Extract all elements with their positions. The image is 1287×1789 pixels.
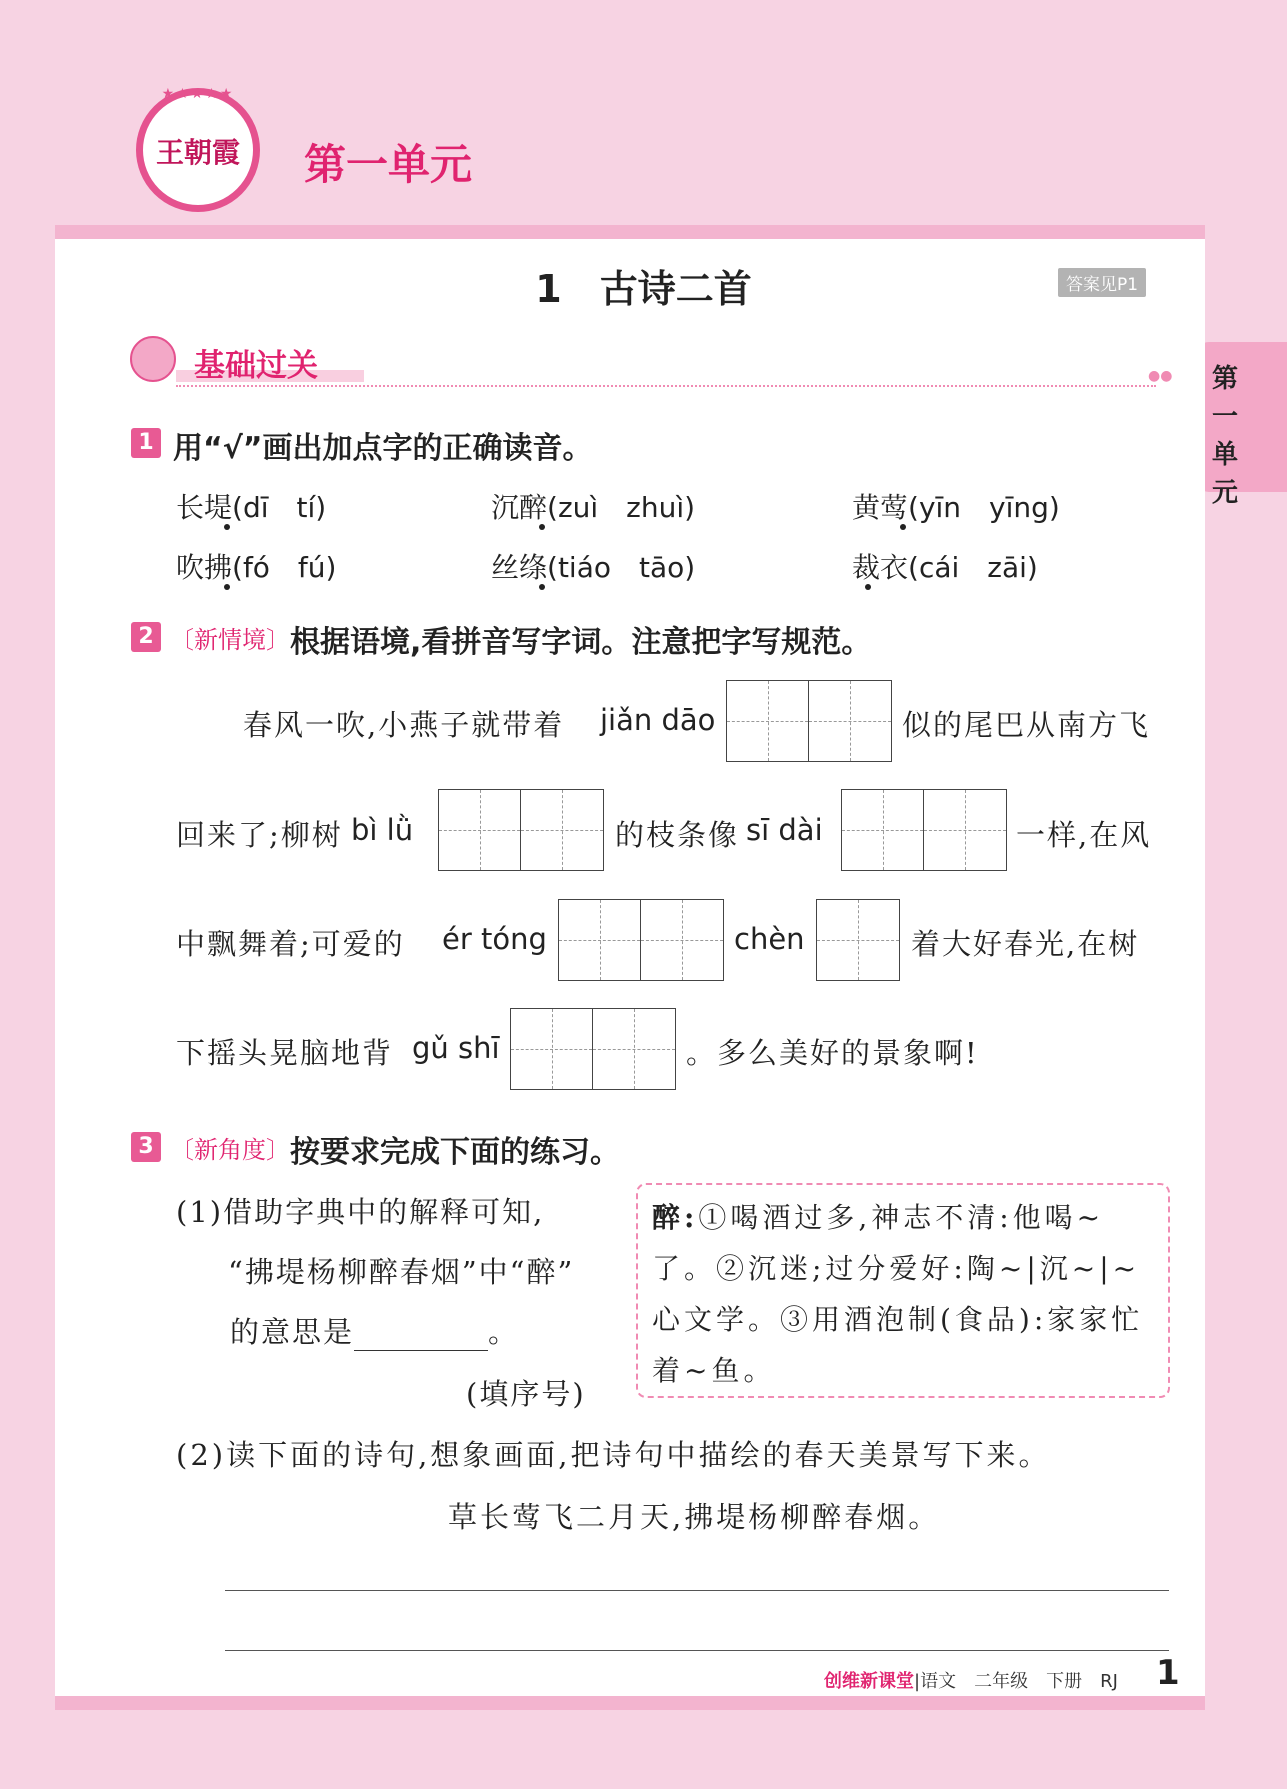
- writing-grid-ertong[interactable]: [558, 899, 724, 981]
- logo-text: 王朝霞: [155, 136, 240, 169]
- writing-grid-gushi[interactable]: [510, 1008, 676, 1090]
- subquestion-1-line3: 的意思是 。: [230, 1315, 520, 1349]
- decorative-dots-icon: ●●: [1148, 368, 1173, 384]
- question-number-2: 2: [131, 622, 161, 652]
- answer-reference-badge: 答案见P1: [1058, 268, 1146, 297]
- passage-text: 的枝条像: [615, 818, 740, 852]
- writing-grid-bilv[interactable]: [438, 789, 604, 871]
- logo-stars-icon: ★★★★★: [161, 86, 235, 102]
- page-number: 1: [1156, 1653, 1180, 1693]
- section-title: 基础过关: [194, 348, 318, 384]
- question-3-tag: 〔新角度〕: [170, 1136, 290, 1164]
- passage-text: 着大好春光,在树: [911, 927, 1140, 961]
- section-divider: [176, 385, 1156, 387]
- section-mascot-icon: [130, 336, 176, 382]
- pinyin-prompt: jiǎn dāo: [600, 703, 716, 737]
- answer-writing-line-2[interactable]: [225, 1650, 1169, 1651]
- side-tab-label: 第一单元: [1211, 364, 1238, 508]
- writing-grid-chen[interactable]: [816, 899, 900, 981]
- question-3-prompt: 按要求完成下面的练习。: [290, 1135, 620, 1170]
- side-tab[interactable]: [1195, 342, 1287, 492]
- q1-item-3[interactable]: 黄莺(yīn yīng): [852, 491, 1060, 524]
- passage-text: 春风一吹,小燕子就带着: [243, 708, 565, 742]
- lesson-title: 1 古诗二首: [535, 267, 752, 311]
- answer-writing-line-1[interactable]: [225, 1590, 1169, 1591]
- q1-item-4[interactable]: 吹拂(fó fú): [176, 551, 337, 584]
- unit-title: 第一单元: [304, 140, 473, 189]
- poem-line: 草长莺飞二月天,拂堤杨柳醉春烟。: [448, 1500, 941, 1534]
- q1-item-1[interactable]: 长堤(dī tí): [176, 491, 327, 524]
- subquestion-2: (2)读下面的诗句,想象画面,把诗句中描绘的春天美景写下来。: [176, 1438, 1051, 1472]
- q1-item-6[interactable]: 裁衣(cái zāi): [852, 551, 1038, 584]
- emphasis-dot-icon: [224, 524, 230, 530]
- question-2-prompt: 根据语境,看拼音写字词。注意把字写规范。: [290, 625, 872, 660]
- answer-blank[interactable]: [354, 1324, 488, 1351]
- passage-text: 中飘舞着;可爱的: [176, 927, 405, 961]
- emphasis-dot-icon: [865, 584, 871, 590]
- pinyin-prompt: ér tóng: [442, 922, 547, 956]
- emphasis-dot-icon: [539, 524, 545, 530]
- question-2-tag: 〔新情境〕: [170, 626, 290, 654]
- question-1-prompt: 用“√”画出加点字的正确读音。: [173, 431, 593, 466]
- pinyin-prompt: gǔ shī: [412, 1031, 500, 1065]
- footer-info: 创维新课堂|语文 二年级 下册 RJ: [824, 1671, 1118, 1692]
- passage-text: 下摇头晃脑地背: [176, 1036, 394, 1070]
- fill-hint: (填序号): [466, 1377, 586, 1411]
- emphasis-dot-icon: [900, 524, 906, 530]
- pinyin-prompt: sī dài: [746, 813, 823, 847]
- passage-text: 回来了;柳树: [176, 818, 343, 852]
- passage-text: 似的尾巴从南方飞: [902, 708, 1151, 742]
- emphasis-dot-icon: [539, 584, 545, 590]
- q1-item-5[interactable]: 丝绦(tiáo tāo): [491, 551, 696, 584]
- q1-item-2[interactable]: 沉醉(zuì zhuì): [491, 491, 696, 524]
- subquestion-1-line1: (1)借助字典中的解释可知,: [176, 1195, 545, 1229]
- question-number-1: 1: [131, 428, 161, 458]
- question-number-3: 3: [131, 1132, 161, 1162]
- subquestion-1-line2: “拂堤杨柳醉春烟”中“醉”: [228, 1255, 575, 1289]
- publisher-logo: [136, 88, 260, 212]
- dictionary-definition: 醉:①喝酒过多,神志不清:他喝~了。②沉迷;过分爱好:陶~|沉~|~心文学。③用酒泡制(食品):家家忙着~鱼。: [652, 1201, 1144, 1387]
- writing-grid-jiandao[interactable]: [726, 680, 892, 762]
- passage-text: 一样,在风: [1016, 818, 1152, 852]
- passage-text: 。多么美好的景象啊!: [686, 1036, 979, 1070]
- writing-grid-sidai[interactable]: [841, 789, 1007, 871]
- pinyin-prompt: bì lǜ: [351, 813, 414, 847]
- emphasis-dot-icon: [224, 584, 230, 590]
- pinyin-prompt: chèn: [734, 922, 805, 956]
